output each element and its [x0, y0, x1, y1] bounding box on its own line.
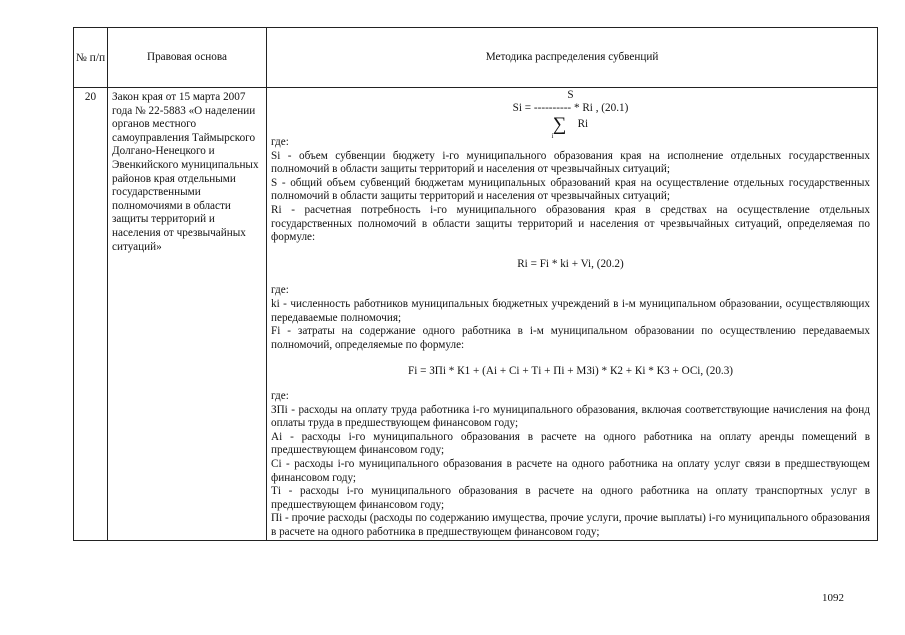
- def-ri: Ri - расчетная потребность i-го муниципального образования края в средствах на осуществление отдельных государственных полномочий в области защиты территорий и населения от чрезвычайных ситуаций, определяемая по формуле:: [271, 203, 870, 244]
- def-ci: Сi - расходы i-го муниципального образования в расчете на одного работника на оплату услуг связи в предшествующем финансовом году;: [271, 458, 870, 484]
- header-basis-text: Правовая основа: [146, 50, 227, 63]
- subvention-table: [73, 27, 878, 541]
- row-number: [74, 88, 108, 541]
- header-number-text: № п/п: [75, 51, 106, 64]
- where-label-1: где:: [271, 136, 289, 148]
- sigma-subscript: i: [551, 132, 554, 140]
- formula-20-2: Ri = Fi * ki + Vi, (20.2): [517, 257, 624, 270]
- table-header-row: [74, 28, 878, 88]
- header-number: [74, 28, 108, 88]
- where-label-2: где:: [271, 284, 289, 297]
- def-ki: ki - численность работников муниципальных бюджетных учреждений в i-м муниципальном образовании, осуществляющих передаваемые полномочия;: [271, 297, 870, 324]
- header-method-text: Методика распределения субвенций: [485, 50, 659, 63]
- formula-numerator: S: [567, 89, 574, 101]
- def-ai: Аi - расходы i-го муниципального образования в расчете на одного работника на оплату аренды помещений в предшествующем финансовом году;: [271, 430, 870, 457]
- sum-sigma: ∑: [552, 114, 567, 135]
- def-zpi: ЗПi - расходы на оплату труда работника i-го муниципального образования, включая соответствующие начисления на фонд оплаты труда в предшествующем финансовом году;: [271, 403, 870, 430]
- formula-20-3: Fi = ЗПi * К1 + (Аi + Сi + Тi + Пi + МЗi) * К2 + Кi * К3 + ОСi, (20.3): [407, 365, 734, 378]
- formula-main-line: Si = ---------- * Ri , (20.1): [512, 102, 629, 114]
- def-s: S - общий объем субвенций бюджетам муниципальных образований края на осуществление отдельных государственных полномочий в области защиты территорий и населения от чрезвычайных ситуаций;: [271, 176, 870, 203]
- header-method: [267, 28, 878, 88]
- formula-20-1: [271, 88, 870, 140]
- def-pi: Пi - прочие расходы (расходы по содержанию имущества, прочие услуги, прочие выплаты) i-го муниципального образования в расчете на одного работника в предшествующем финансовом году;: [271, 512, 870, 539]
- def-si: Si - объем субвенции бюджету i-го муниципального образования края на исполнение отдельных государственных полномочий в области защиты территорий и населения от чрезвычайных ситуаций;: [271, 149, 870, 176]
- row-number-text: 20: [84, 91, 97, 103]
- method-cell: [267, 88, 878, 541]
- formula-denominator: Ri: [577, 118, 589, 130]
- legal-basis-text: Закон края от 15 марта 2007 года № 22-5883 «О наделении органов местного самоуправления Таймырского Долгано-Ненецкого и Эвенкийского муниципальных районов края отдельными государственными полномочиями в области защиты территорий и населения от чрезвычайных ситуаций»: [112, 91, 259, 253]
- table-row: [74, 88, 878, 541]
- page-number: 1092: [822, 592, 844, 604]
- legal-basis-cell: [108, 88, 267, 541]
- header-basis: [108, 28, 267, 88]
- where-label-3: где:: [271, 390, 289, 403]
- def-ti: Тi - расходы i-го муниципального образования в расчете на одного работника на оплату транспортных услуг в предшествующем финансовом году;: [271, 485, 870, 511]
- def-fi: Fi - затраты на содержание одного работника в i-м муниципальном образовании по осуществлению передаваемых полномочий, определяемые по формуле:: [271, 325, 870, 351]
